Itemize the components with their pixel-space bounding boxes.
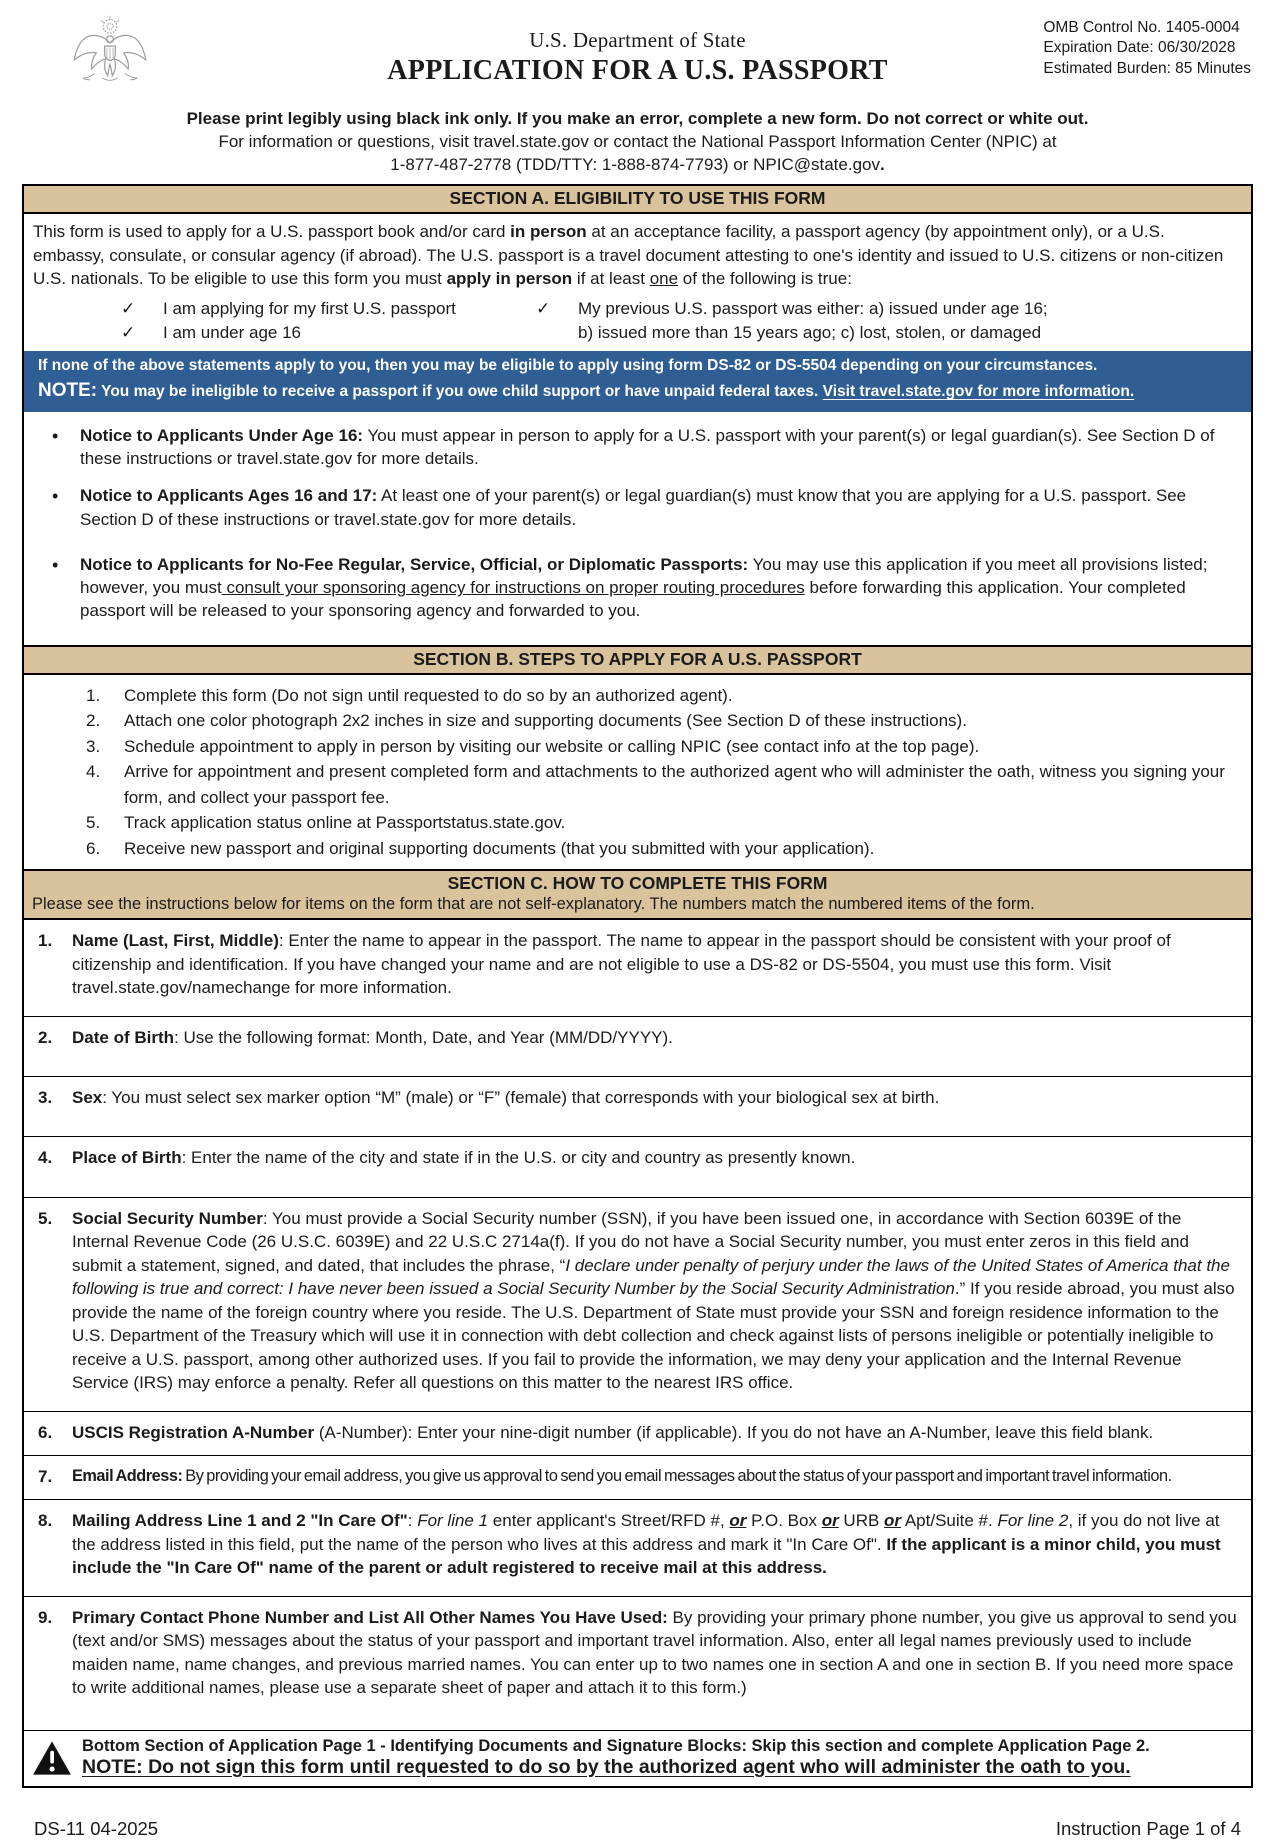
step-text: Attach one color photograph 2x2 inches in size and supporting documents (See Section D of these instructions). (124, 711, 967, 731)
step-number: 1. (86, 685, 101, 705)
section-a-body (24, 214, 1251, 344)
item-text: Sex: You must select sex marker option “M” (male) or “F” (female) that corresponds with your biological sex at birth. (72, 1088, 940, 1108)
intro-block (22, 108, 1253, 176)
step-item (86, 708, 1241, 734)
item-text: Email Address: By providing your email address, you give us approval to send you email messages about the status of your passport and important travel information. (72, 1467, 1172, 1486)
checklist-item-label: b) issued more than 15 years ago; c) lost, stolen, or damaged (578, 322, 1042, 342)
instruction-item-2-date-of-birth (24, 1017, 1251, 1077)
step-number: 3. (86, 736, 101, 756)
instruction-item-1-name (24, 920, 1251, 1016)
item-number: 9. (38, 1607, 53, 1627)
omb-control-no: OMB Control No. 1405-0004 (1043, 19, 1240, 36)
form-title: APPLICATION FOR A U.S. PASSPORT (387, 55, 888, 86)
checklist-item (536, 297, 1239, 321)
eligibility-checklist (121, 297, 1239, 345)
instruction-item-4-place-of-birth (24, 1137, 1251, 1197)
notice-under-16 (40, 424, 1237, 471)
agency-name: U.S. Department of State (529, 28, 746, 52)
check-icon: ✓ (536, 299, 551, 319)
form-number: DS-11 04-2025 (34, 1817, 159, 1839)
step-item (86, 734, 1241, 760)
instruction-item-7-email (24, 1456, 1251, 1500)
step-number: 5. (86, 813, 101, 833)
item-number: 6. (38, 1422, 53, 1442)
step-text: Receive new passport and original supporting documents (that you submitted with your application). (124, 838, 875, 858)
intro-line-2: For information or questions, visit travel.state.gov or contact the National Passport Information Center (NPIC) at (218, 131, 1057, 151)
section-b-steps (24, 675, 1251, 870)
section-a-paragraph: This form is used to apply for a U.S. passport book and/or card in person at an acceptance facility, a passport agency (by appointment only), or a U.S. embassy, consulate, or consular agency (if abroad). The U.S. passport is a travel document attesting to one's identity and issued to U.S. citizens or non-citizen U.S. nationals. To be eligible to use this form you must apply in person if at least one of the following is true: (33, 222, 1224, 288)
step-item (86, 759, 1241, 810)
item-text: Social Security Number: You must provide a Social Security number (SSN), if you have been issued one, in accordance with Section 6039E of the Internal Revenue Code (26 U.S.C. 6039E) and 22 U.S.C 2714a(f). If you do not have a Social Security number, you must enter zeros in this field and submit a statement, signed, and dated, that includes the phrase, “I declare under penalty of perjury under the laws of the United States of America that the following is true and correct: I have never been issued a Social Security Number by the Social Security Administration.” If you reside abroad, you must also provide the name of the foreign country where you reside. The U.S. Department of State must provide your SSN and foreign residence information to the U.S. Department of the Treasury which will use it in connection with debt collection and check against lists of persons ineligible or potentially ineligible to receive a U.S. passport, among other authorized uses. If you fail to provide the information, we may deny your application and the Internal Revenue Service (IRS) may enforce a penalty. Refer all questions on this matter to the nearest IRS office. (72, 1208, 1235, 1393)
notice-no-fee (40, 553, 1237, 623)
step-number: 4. (86, 762, 101, 782)
page-header (22, 12, 1253, 100)
item-number: 3. (38, 1088, 53, 1108)
checklist-item-label: My previous U.S. passport was either: a) issued under age 16; (578, 299, 1048, 319)
page-number: Instruction Page 1 of 4 (1055, 1817, 1241, 1839)
instruction-item-9-phone-other-names (24, 1597, 1251, 1731)
section-c-title: SECTION C. HOW TO COMPLETE THIS FORM (447, 873, 828, 894)
step-item (86, 683, 1241, 709)
item-text: Name (Last, First, Middle): Enter the name to appear in the passport. The name to appear in the passport should be consistent with your proof of citizenship and identification. If you have changed your name and are not eligible to use a DS-82 or DS-5504, you must use this form. Visit travel.state.gov/namechange for more information. (72, 931, 1171, 998)
item-text: Place of Birth: Enter the name of the city and state if in the U.S. or city and country as presently known. (72, 1148, 856, 1168)
item-text: USCIS Registration A-Number (A-Number): Enter your nine-digit number (if applicable). If you do not have an A-Number, leave this field blank. (72, 1422, 1154, 1442)
checklist-item-label: I am under age 16 (163, 322, 301, 342)
step-item (86, 836, 1241, 862)
step-number: 6. (86, 838, 101, 858)
item-number: 5. (38, 1208, 53, 1228)
intro-line-1: Please print legibly using black ink only. If you make an error, complete a new form. Do not correct or white out. (186, 109, 1089, 128)
warning-line-1: Bottom Section of Application Page 1 - Identifying Documents and Signature Blocks: Skip this section and complete Application Page 2. (82, 1736, 1150, 1755)
item-text: Primary Contact Phone Number and List All Other Names You Have Used: By providing your primary phone number, you give us approval to send you (text and/or SMS) messages about the status of your passport and important travel information. Also, enter all legal names previously used to include maiden name, name changes, and previous married names. You can enter up to two names one in section A and one in section B. If you need more space to write additional names, please use a separate sheet of paper and attach it to this form.) (72, 1607, 1237, 1698)
warning-triangle-icon (32, 1740, 72, 1776)
applicant-notices (24, 412, 1251, 645)
warning-line-2: NOTE: Do not sign this form until requested to do so by the authorized agent who will administer the oath to you. (82, 1755, 1131, 1778)
note-banner (24, 351, 1251, 412)
item-number: 8. (38, 1511, 53, 1531)
item-number: 2. (38, 1027, 53, 1047)
checklist-item-continuation (536, 321, 1239, 345)
checklist-item (121, 321, 536, 345)
step-text: Schedule appointment to apply in person by visiting our website or calling NPIC (see contact info at the top page). (124, 736, 980, 756)
form-body-frame (22, 184, 1253, 1787)
item-text: Date of Birth: Use the following format: Month, Date, and Year (MM/DD/YYYY). (72, 1027, 673, 1047)
check-icon: ✓ (121, 322, 136, 342)
section-c-subheader: Please see the instructions below for items on the form that are not self-explanatory. The numbers match the numbered items of the form. (32, 895, 1035, 914)
notice-16-17 (40, 484, 1237, 531)
note-line-1: If none of the above statements apply to you, then you may be eligible to apply using form DS-82 or DS-5504 depending on your circumstances. (38, 356, 1098, 374)
notice-text: Notice to Applicants Ages 16 and 17: At least one of your parent(s) or legal guardian(s) must know that you are applying for a U.S. passport. See Section D of these instructions or travel.state.gov for more details. (80, 486, 1187, 529)
notice-text: Notice to Applicants Under Age 16: You must appear in person to apply for a U.S. passport with your parent(s) or legal guardian(s). See Section D of these instructions or travel.state.gov for more details. (80, 425, 1215, 469)
section-a-header: SECTION A. ELIGIBILITY TO USE THIS FORM (24, 186, 1251, 214)
bullet-icon: • (52, 486, 59, 507)
warning-text (82, 1737, 1150, 1779)
item-number: 1. (38, 931, 53, 951)
instruction-item-8-mailing-address (24, 1500, 1251, 1596)
step-number: 2. (86, 711, 101, 731)
checklist-left-column (121, 297, 536, 345)
step-text: Track application status online at Passportstatus.state.gov. (124, 813, 566, 833)
section-b-header: SECTION B. STEPS TO APPLY FOR A U.S. PASSPORT (24, 645, 1251, 675)
step-text: Complete this form (Do not sign until requested to do so by an authorized agent). (124, 685, 733, 705)
step-text: Arrive for appointment and present completed form and attachments to the authorized agent who will administer the oath, witness you signing your form, and collect your passport fee. (124, 762, 1225, 807)
check-icon: ✓ (121, 299, 136, 319)
step-item (86, 810, 1241, 836)
section-c-header (24, 869, 1251, 920)
omb-burden: Estimated Burden: 85 Minutes (1043, 59, 1251, 77)
bullet-icon: • (52, 425, 59, 446)
notice-text: Notice to Applicants for No-Fee Regular, Service, Official, or Diplomatic Passports: You may use this application if you meet all provisions listed; however, you must consult your sponsoring agency for instructions on proper routing procedures before forwarding this application. Your completed passport will be released to your sponsoring agency and forwarded to you. (80, 554, 1208, 621)
intro-line-3: 1-877-487-2778 (TDD/TTY: 1-888-874-7793) or NPIC@state.gov. (390, 154, 885, 174)
checklist-item (121, 297, 536, 321)
item-text: Mailing Address Line 1 and 2 "In Care Of": For line 1 enter applicant's Street/RFD #, or P.O. Box or URB or Apt/Suite #. For line 2, if you do not live at the address listed in this field, put the name of the person who lives at this address and mark it "In Care Of". If the applicant is a minor child, you must include the "In Care Of" name of the parent or adult registered to receive mail at this address. (72, 1511, 1221, 1578)
page-footer (22, 1788, 1253, 1840)
item-number: 4. (38, 1148, 53, 1168)
checklist-item-label: I am applying for my first U.S. passport (163, 299, 456, 319)
signature-warning (24, 1731, 1251, 1786)
instruction-item-5-ssn (24, 1198, 1251, 1412)
note-line-2: NOTE: You may be ineligible to receive a passport if you owe child support or have unpaid federal taxes. Visit travel.state.gov for more information. (38, 380, 1135, 402)
great-seal-icon (72, 14, 148, 98)
omb-expiration: Expiration Date: 06/30/2028 (1043, 39, 1236, 57)
instruction-item-3-sex (24, 1077, 1251, 1137)
item-number: 7. (38, 1467, 53, 1487)
bullet-icon: • (52, 554, 59, 575)
omb-block (1043, 18, 1251, 79)
instruction-item-6-a-number (24, 1412, 1251, 1456)
checklist-right-column (536, 297, 1239, 345)
